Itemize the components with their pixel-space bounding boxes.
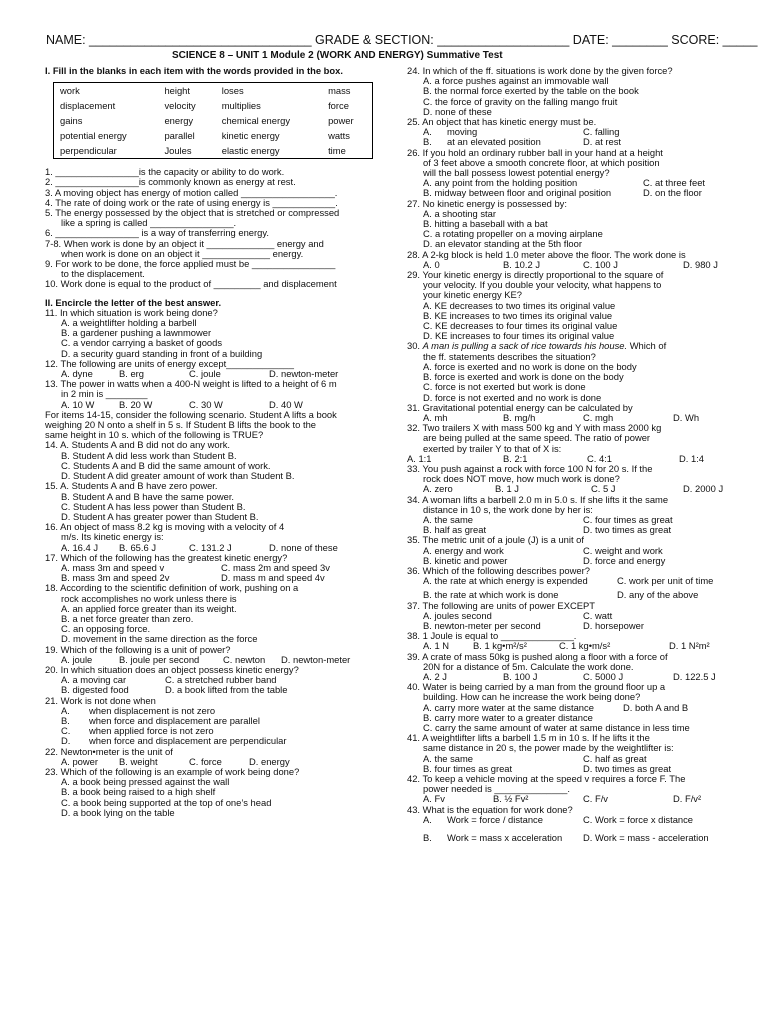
choice: C. force	[189, 755, 222, 767]
question-38	[407, 631, 727, 651]
question-stem: power needed is ______________.	[423, 783, 571, 795]
choice: A. power	[61, 755, 98, 767]
word-box-row	[54, 128, 373, 143]
question-stem: are being pulled at the same speed. The ratio of power	[423, 432, 651, 444]
question-30	[407, 341, 727, 402]
choice: B. Student A did less work than Student B.	[61, 449, 237, 461]
question-stem: Which of	[629, 340, 667, 352]
part1-heading: I. Fill in the blanks in each item with the words provided in the box.	[45, 65, 343, 76]
choice: C. mass 2m and speed 3v	[221, 561, 330, 573]
question-stem: 21. Work is not done when	[45, 694, 156, 706]
question-17	[45, 553, 365, 584]
choice: A. a weightlifter holding a barbell	[61, 317, 197, 329]
choice: D. 40 W	[269, 398, 303, 410]
word-box-word: time	[328, 144, 346, 156]
question-15	[45, 481, 365, 522]
choice: C. a vendor carrying a basket of goods	[61, 337, 223, 349]
item-3: 3. A moving object has energy of motion called __________________.	[45, 186, 338, 198]
choice: B. kinetic and power	[423, 554, 508, 566]
question-20	[45, 665, 365, 696]
choice: C. 1 kg•m/s²	[559, 640, 611, 652]
question-36	[407, 566, 727, 601]
choice: B. digested food	[61, 684, 129, 696]
word-box	[53, 82, 373, 159]
choice: A. the rate at which energy is expended	[423, 575, 588, 587]
choice: C. carry the same amount of water at same distance in less time	[423, 722, 690, 733]
question-stem: 38. 1 Joule is equal to ______________.	[407, 630, 577, 642]
choice: D. any of the above	[617, 589, 699, 601]
word-box-word: height	[164, 84, 190, 96]
choice: C. 5 J	[591, 483, 616, 495]
choice: A. joule	[61, 653, 93, 665]
question-stem: 12. The following are units of energy except_____________	[45, 357, 294, 369]
question-14	[45, 440, 365, 481]
item-7-8-cont: when work is done on an object it _____________ energy.	[61, 247, 304, 259]
word-box-row	[54, 83, 373, 99]
scenario-text: weighing 20 N onto a shelf in 5 s. If Student B lifts the book to the	[45, 419, 317, 431]
choice: C. Student A has less power than Student B.	[61, 500, 246, 512]
question-stem: rock does NOT move, how much work is done?	[423, 473, 620, 485]
question-stem: A man is pulling a sack of rice towards his house.	[422, 340, 628, 352]
question-stem: 19. Which of the following is a unit of power?	[45, 643, 231, 655]
question-stem: 33. You push against a rock with force 100 N for 20 s. If the	[407, 462, 653, 474]
choice: A. a force pushes against an immovable wall	[423, 75, 609, 87]
question-24	[407, 66, 727, 117]
question-stem: your kinetic energy KE?	[423, 289, 523, 301]
part2-heading: II. Encircle the letter of the best answer.	[45, 296, 222, 308]
item-5-cont: like a spring is called ________________.	[61, 217, 237, 229]
choice: B. midway between floor and original position	[423, 187, 612, 199]
choice: C. 131.2 J	[189, 541, 232, 553]
choice: D. newton-meter	[269, 368, 339, 380]
question-stem: same distance in 20 s, the power made by the weightlifter is:	[423, 742, 674, 754]
choice: B. 100 J	[503, 670, 538, 682]
question-18	[45, 583, 365, 644]
question-stem: 27. No kinetic energy is possessed by:	[407, 197, 567, 209]
question-stem: m/s. Its kinetic energy is:	[61, 531, 164, 543]
question-stem: 22. Newton•meter is the unit of	[45, 745, 173, 757]
item-10: 10. Work done is equal to the product of _________ and displacement	[45, 278, 337, 290]
choice: A. a book being pressed against the wall	[61, 776, 230, 788]
choice: A. 10 W	[61, 398, 95, 410]
choice: D. Student A has greater power than Student B.	[61, 510, 259, 522]
word-box-word: potential energy	[60, 129, 127, 141]
question-stem: exerted by trailer Y to that of X is:	[423, 442, 562, 454]
word-box-word: Joules	[164, 144, 192, 156]
word-box-word: energy	[164, 114, 194, 126]
question-stem: your velocity. If you double your velocity, what happens to	[423, 279, 662, 291]
question-stem: 28. A 2-kg block is held 1.0 meter above the floor. The work done is	[407, 248, 686, 260]
question-13	[45, 379, 365, 410]
choice: at an elevated position	[447, 136, 541, 148]
question-stem: 23. Which of the following is an example of work being done?	[45, 765, 300, 777]
choice: B. Student A and B have the same power.	[61, 490, 235, 502]
question-11	[45, 308, 365, 359]
choice: D. two times as great	[583, 524, 672, 536]
scenario-text: same height in 10 s. which of the following is TRUE?	[45, 429, 264, 441]
choice: D. 1:4	[679, 452, 705, 464]
choice-letter: A.	[61, 704, 70, 716]
choice: C. newton	[223, 653, 266, 665]
choice: C. 100 J	[583, 258, 618, 270]
item-9-cont: to the displacement.	[61, 268, 145, 280]
choice: C. a book being supported at the top of one’s head	[61, 796, 272, 808]
choice: A. mass 3m and speed v	[61, 561, 165, 573]
choice: C. four times as great	[583, 513, 673, 525]
word-box-word: work	[60, 84, 80, 96]
choice: when force and displacement are parallel	[89, 714, 260, 726]
choice: B. joule per second	[119, 653, 200, 665]
item-4: 4. The rate of doing work or the rate of using energy is ____________.	[45, 196, 338, 208]
choice: C. the force of gravity on the falling mango fruit	[423, 95, 618, 107]
choice: D. 122.5 J	[673, 670, 716, 682]
choice: C. KE decreases to four times its original value	[423, 320, 618, 332]
question-stem: 31. Gravitational potential energy can be calculated by	[407, 401, 633, 413]
choice: A. energy and work	[423, 544, 504, 556]
choice: B. weight	[119, 755, 158, 767]
choice: B. 20 W	[119, 398, 153, 410]
choice-letter: B.	[423, 832, 432, 844]
choice: C. half as great	[583, 752, 647, 764]
word-box-word: loses	[221, 84, 244, 96]
choice: D. force is not exerted and no work is done	[423, 391, 602, 403]
choice: C. watt	[583, 609, 613, 621]
question-34	[407, 495, 727, 536]
question-stem: 32. Two trailers X with mass 500 kg and Y with mass 2000 kg	[407, 422, 662, 434]
choice: B. the normal force exerted by the table on the book	[423, 85, 639, 97]
choice: D. none of these	[269, 541, 338, 553]
question-stem: 39. A crate of mass 50kg is pushed along a floor with a force of	[407, 650, 668, 662]
choice: A. carry more water at the same distance	[423, 701, 594, 713]
choice: when applied force is not zero	[89, 725, 214, 737]
choice: C. 5000 J	[583, 670, 624, 682]
choice: D. F/v²	[673, 793, 702, 805]
choice: B. 1 J	[495, 483, 519, 495]
choice: Work = mass x acceleration	[447, 832, 563, 844]
choice: D. 2000 J	[683, 483, 724, 495]
choice: when force and displacement are perpendicular	[89, 735, 287, 747]
choice: C. at three feet	[643, 177, 706, 189]
word-box-word: velocity	[164, 99, 196, 111]
choice: D. energy	[249, 755, 290, 767]
question-stem: 35. The metric unit of a joule (J) is a unit of	[407, 534, 584, 546]
choice: D. none of these	[423, 105, 492, 117]
choice: A. 0	[423, 258, 440, 270]
question-stem: building. How can he increase the work being done?	[423, 691, 641, 703]
question-41	[407, 733, 727, 774]
word-box-word: elastic energy	[221, 144, 280, 156]
item-7-8: 7-8. When work is done by an object it _____________ energy and	[45, 237, 324, 249]
question-stem: 41. A weightlifter lifts a barbell 1.5 m in 10 s. If he lifts it the	[407, 732, 650, 744]
question-stem: 11. In which situation is work being done?	[45, 306, 218, 318]
question-stem: 42. To keep a vehicle moving at the speed v requires a force F. The	[407, 773, 686, 785]
left-column	[45, 66, 365, 818]
choice: D. Student A did greater amount of work than Student B.	[61, 470, 295, 482]
question-37	[407, 601, 727, 632]
choice: A. a shooting star	[423, 207, 496, 219]
question-stem: 37. The following are units of power EXCEPT	[407, 599, 595, 611]
choice: D. a book lifted from the table	[165, 684, 288, 696]
question-43	[407, 805, 727, 844]
question-stem: 24. In which of the ff. situations is work done by the given force?	[407, 65, 673, 76]
question-stem: of 3 feet above a smooth concrete floor, at which position	[423, 156, 660, 168]
choice: D. a book lying on the table	[61, 806, 175, 818]
question-25	[407, 117, 727, 148]
choice: D. at rest	[583, 136, 622, 148]
choice: B. 10.2 J	[503, 258, 541, 270]
choice: C. 4:1	[587, 452, 613, 464]
choice: D. Wh	[673, 411, 700, 423]
word-box-word: mass	[328, 84, 351, 96]
choice: D. mass m and speed 4v	[221, 572, 325, 584]
choice: D. force and energy	[583, 554, 666, 566]
word-box-word: multiplies	[221, 99, 261, 111]
question-stem: 26. If you hold an ordinary rubber ball in your hand at a height	[407, 146, 663, 158]
word-box-word: force	[328, 99, 349, 111]
scenario-14-15	[45, 410, 365, 441]
choice: B. the rate at which work is done	[423, 589, 559, 601]
choice: D. 1 N²m²	[669, 640, 710, 652]
item-5: 5. The energy possessed by the object that is stretched or compressed	[45, 207, 340, 219]
choice: moving	[447, 126, 478, 138]
choice: D. both A and B	[623, 701, 689, 713]
choice: A. mh	[423, 411, 448, 423]
word-box-word: watts	[328, 129, 350, 141]
question-31	[407, 403, 727, 423]
question-stem: in 2 min is ________	[61, 388, 148, 400]
choice: C. an opposing force.	[61, 623, 151, 635]
choice: B. erg	[119, 368, 145, 380]
choice: D. a security guard standing in front of a building	[61, 347, 263, 359]
choice: A. the same	[423, 752, 474, 764]
word-box-word: power	[328, 114, 354, 126]
scenario-text: For items 14-15, consider the following scenario. Student A lifts a book	[45, 408, 337, 420]
choice: B. carry more water to a greater distance	[423, 711, 593, 723]
choice: C. Work = force x distance	[583, 813, 694, 825]
choice: D. KE increases to four times its original value	[423, 330, 615, 342]
choice: B. four times as great	[423, 762, 513, 774]
choice: B. hitting a baseball with a bat	[423, 218, 548, 230]
question-12	[45, 359, 365, 379]
choice: C. a rotating propeller on a moving airplane	[423, 228, 603, 240]
choice: A. any point from the holding position	[423, 177, 578, 189]
question-stem: 20N for a distance of 5m. Calculate the work done.	[423, 660, 634, 672]
choice: D. two times as great	[583, 762, 672, 774]
question-stem: 16. An object of mass 8.2 kg is moving with a velocity of 4	[45, 521, 285, 533]
question-16	[45, 522, 365, 553]
choice: C. F/v	[583, 793, 608, 805]
item-1: 1. ________________is the capacity or ability to do work.	[45, 166, 285, 178]
right-column	[407, 66, 727, 843]
choice: A. joules second	[423, 609, 492, 621]
word-box-row	[54, 113, 373, 128]
choice: B. a net force greater than zero.	[61, 612, 194, 624]
question-stem: rock accomplishes no work unless there is	[61, 592, 237, 604]
choice: A. 2 J	[423, 670, 447, 682]
question-stem: distance in 10 s, the work done by her is:	[423, 503, 593, 515]
question-stem: 40. Water is being carried by a man from the ground floor up a	[407, 681, 666, 693]
question-39	[407, 652, 727, 683]
question-35	[407, 535, 727, 566]
choice: C. mgh	[583, 411, 614, 423]
question-stem: 13. The power in watts when a 400-N weight is lifted to a height of 6 m	[45, 378, 337, 390]
question-stem: 43. What is the equation for work done?	[407, 803, 573, 815]
choice: A. 16.4 J	[61, 541, 99, 553]
choice: C. joule	[189, 368, 221, 380]
item-6: 6. ________________ is a way of transferring energy.	[45, 227, 269, 239]
choice: A. KE decreases to two times its original value	[423, 299, 616, 311]
choice-letter: B.	[61, 714, 70, 726]
question-40	[407, 682, 727, 733]
choice: B. a book being raised to a high shelf	[61, 786, 216, 798]
choice: B. force is exerted and work is done on the body	[423, 371, 624, 383]
question-stem: 34. A woman lifts a barbell 2.0 m in 5.0 s. If she lifts it the same	[407, 493, 669, 505]
choice: Work = force / distance	[447, 813, 543, 825]
question-33	[407, 464, 727, 495]
question-21	[45, 696, 365, 747]
item-2: 2. ________________is commonly known as energy at rest.	[45, 176, 296, 188]
choice: D. on the floor	[643, 187, 702, 199]
question-stem: 29. Your kinetic energy is directly proportional to the square of	[407, 269, 664, 281]
choice: D. newton-meter	[281, 653, 351, 665]
choice: C. Students A and B did the same amount of work.	[61, 459, 271, 471]
question-42	[407, 774, 727, 805]
word-box-row	[54, 98, 373, 113]
choice: D. movement in the same direction as the force	[61, 633, 258, 645]
choice: B. mass 3m and speed 2v	[61, 572, 170, 584]
choice: C. falling	[583, 126, 620, 138]
choice: B. KE increases to two times its original value	[423, 309, 613, 321]
question-26	[407, 148, 727, 199]
choice: C. a stretched rubber band	[165, 674, 277, 686]
question-23	[45, 767, 365, 818]
choice: A. 1:1	[407, 452, 432, 464]
word-box-word: kinetic energy	[221, 129, 280, 141]
choice: B. a gardener pushing a lawnmower	[61, 327, 212, 339]
choice: B. 2:1	[503, 452, 528, 464]
choice: B. newton-meter per second	[423, 619, 541, 631]
choice: C. 30 W	[189, 398, 223, 410]
choice: A. the same	[423, 513, 474, 525]
choice: A. 1 N	[423, 640, 450, 652]
question-stem: 18. According to the scientific definition of work, pushing on a	[45, 582, 299, 594]
choice-letter: A.	[423, 813, 432, 825]
student-info-header: NAME: ________________________________ GRADE & SECTION: ___________________ DATE: ________ SCORE: _____	[46, 33, 758, 47]
choice: D. Work = mass - acceleration	[583, 832, 709, 844]
choice: A. zero	[423, 483, 453, 495]
choice: when displacement is not zero	[89, 704, 216, 716]
choice: C. weight and work	[583, 544, 663, 556]
choice: 15. A. Students A and B have zero power.	[45, 480, 218, 492]
question-stem: will the ball possess lowest potential energy?	[423, 167, 610, 179]
word-box-row	[54, 143, 373, 159]
choice: D. horsepower	[583, 619, 644, 631]
question-29	[407, 270, 727, 341]
choice: A. Fv	[423, 793, 445, 805]
choice-letter: B.	[423, 136, 432, 148]
question-stem: 25. An object that has kinetic energy must be.	[407, 116, 597, 128]
word-box-word: gains	[60, 114, 83, 126]
question-stem: 36. Which of the following describes power?	[407, 564, 590, 576]
item-9: 9. For work to be done, the force applied must be ________________	[45, 258, 336, 270]
choice: B. half as great	[423, 524, 487, 536]
choice: D. 980 J	[683, 258, 718, 270]
question-22	[45, 747, 365, 767]
word-box-word: chemical energy	[221, 114, 291, 126]
question-stem: 17. Which of the following has the greatest kinetic energy?	[45, 551, 288, 563]
question-stem: 20. In which situation does an object possess kinetic energy?	[45, 663, 299, 675]
question-number: 30.	[407, 340, 421, 352]
choice-letter: C.	[61, 725, 71, 737]
choice: B. ½ Fv²	[493, 793, 529, 805]
question-stem: the ff. statements describes the situation?	[423, 350, 596, 362]
choice: A. an applied force greater than its weight.	[61, 602, 237, 614]
question-19	[45, 645, 365, 665]
choice: B. 1 kg•m²/s²	[473, 640, 527, 652]
choice: A. a moving car	[61, 674, 127, 686]
choice: 14. A. Students A and B did not do any work.	[45, 439, 231, 451]
word-box-word: displacement	[60, 99, 116, 111]
choice-letter: A.	[423, 126, 432, 138]
part1-items	[45, 167, 365, 289]
word-box-word: perpendicular	[60, 144, 117, 156]
choice: A. dyne	[61, 368, 93, 380]
word-box-word: parallel	[164, 129, 195, 141]
test-title: SCIENCE 8 – UNIT 1 Module 2 (WORK AND ENERGY) Summative Test	[172, 50, 503, 61]
choice: B. mg/h	[503, 411, 536, 423]
choice-letter: D.	[61, 735, 71, 747]
choice: C. work per unit of time	[617, 575, 714, 587]
question-32	[407, 423, 727, 464]
choice: B. 65.6 J	[119, 541, 157, 553]
question-28	[407, 250, 727, 270]
choice: C. force is not exerted but work is done	[423, 381, 586, 393]
choice: A. force is exerted and no work is done on the body	[423, 360, 637, 372]
question-27	[407, 199, 727, 250]
choice: D. an elevator standing at the 5th floor	[423, 238, 582, 250]
